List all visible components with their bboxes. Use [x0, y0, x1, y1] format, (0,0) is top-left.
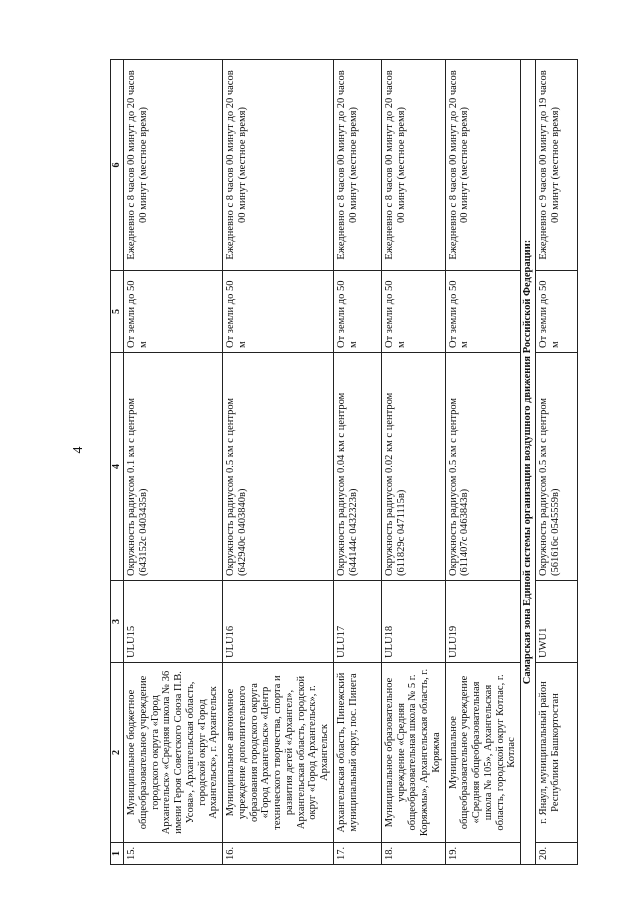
location-name: Муниципальное общеобразовательное учреждение «Средняя общеобразовательная школа № 105», Архангельская область, городской округ Котлас, г. Котлас: [445, 663, 521, 843]
zone-code: ULU16: [223, 581, 334, 663]
page-number: 4: [71, 446, 86, 454]
zone-time: Ежедневно с 8 часов 00 минут до 20 часов 00 минут (местное время): [333, 60, 381, 271]
zone-code: UWU1: [535, 581, 577, 663]
header-cell-4: 4: [111, 353, 124, 581]
header-cell-3: 3: [111, 581, 124, 663]
table-row: [333, 60, 381, 865]
zone-code: ULU17: [333, 581, 381, 663]
zone-height: От земли до 50 м: [535, 271, 577, 353]
zone-time: Ежедневно с 8 часов 00 минут до 20 часов 00 минут (местное время): [124, 60, 223, 271]
zone-height: От земли до 50 м: [333, 271, 381, 353]
zone-time: Ежедневно с 8 часов 00 минут до 20 часов 00 минут (местное время): [445, 60, 521, 271]
zone-area: Окружность радиусом 0.5 км с центром (642940с 0403840в): [223, 353, 334, 581]
zone-height: От земли до 50 м: [223, 271, 334, 353]
location-name: Муниципальное бюджетное общеобразовательное учреждение городского округа «Город Архангельск» «Средняя школа № 36 имени Героя Советского Союза П.В. Усова», Архангельская область, городской округ «Город Архангельск», г. Архангельск: [124, 663, 223, 843]
table-row: [535, 60, 577, 865]
row-number: 16.: [223, 843, 334, 865]
zone-area: Окружность радиусом 0.1 км с центром (643152с 0403435в): [124, 353, 223, 581]
zone-code: ULU18: [381, 581, 445, 663]
location-name: г. Янаул, муниципальный район Республики Башкортостан: [535, 663, 577, 843]
airspace-table-wrapper: [110, 60, 561, 865]
row-number: 19.: [445, 843, 521, 865]
header-cell-1: 1: [111, 843, 124, 865]
row-number: 15.: [124, 843, 223, 865]
zone-code: ULU15: [124, 581, 223, 663]
row-number: 17.: [333, 843, 381, 865]
zone-height: От земли до 50 м: [381, 271, 445, 353]
table-row: [124, 60, 223, 865]
location-name: Муниципальное автономное учреждение дополнительного образования городского округа «Город Архангельск» «Центр технического творчества, спорта и развития детей «Архангел», Архангельская область, городской округ «Город Архангельск», г. Архангельск: [223, 663, 334, 843]
row-number: 20.: [535, 843, 577, 865]
location-name: Муниципальное образовательное учреждение «Средняя общеобразовательная школа № 5 г. Коряжмы», Архангельская область, г. Коряжма: [381, 663, 445, 843]
zone-area: Окружность радиусом 0.5 км с центром (561616с 0545559в): [535, 353, 577, 581]
zone-area: Окружность радиусом 0.04 км с центром (644144с 0432323в): [333, 353, 381, 581]
zone-heading: Самарская зона Единой системы организации воздушного движения Российской Федерации:: [521, 60, 536, 865]
zone-area: Окружность радиусом 0.02 км с центром (611829с 0471115в): [381, 353, 445, 581]
zone-height: От земли до 50 м: [124, 271, 223, 353]
header-cell-5: 5: [111, 271, 124, 353]
header-cell-6: 6: [111, 60, 124, 271]
zone-area: Окружность радиусом 0.5 км с центром (611407с 0463843в): [445, 353, 521, 581]
zone-time: Ежедневно с 8 часов 00 минут до 20 часов 00 минут (местное время): [381, 60, 445, 271]
row-number: 18.: [381, 843, 445, 865]
table-row: [381, 60, 445, 865]
zone-heading-row: [521, 60, 536, 865]
header-row: [111, 60, 124, 865]
zone-code: ULU19: [445, 581, 521, 663]
table-row: [223, 60, 334, 865]
airspace-restrictions-table: [110, 59, 578, 865]
table-row: [445, 60, 521, 865]
header-cell-2: 2: [111, 663, 124, 843]
zone-time: Ежедневно с 8 часов 00 минут до 20 часов 00 минут (местное время): [223, 60, 334, 271]
zone-height: От земли до 50 м: [445, 271, 521, 353]
location-name: Архангельская область, Пинежский муниципальный округ, пос. Пинега: [333, 663, 381, 843]
zone-time: Ежедневно с 9 часов 00 минут до 19 часов 00 минут (местное время): [535, 60, 577, 271]
